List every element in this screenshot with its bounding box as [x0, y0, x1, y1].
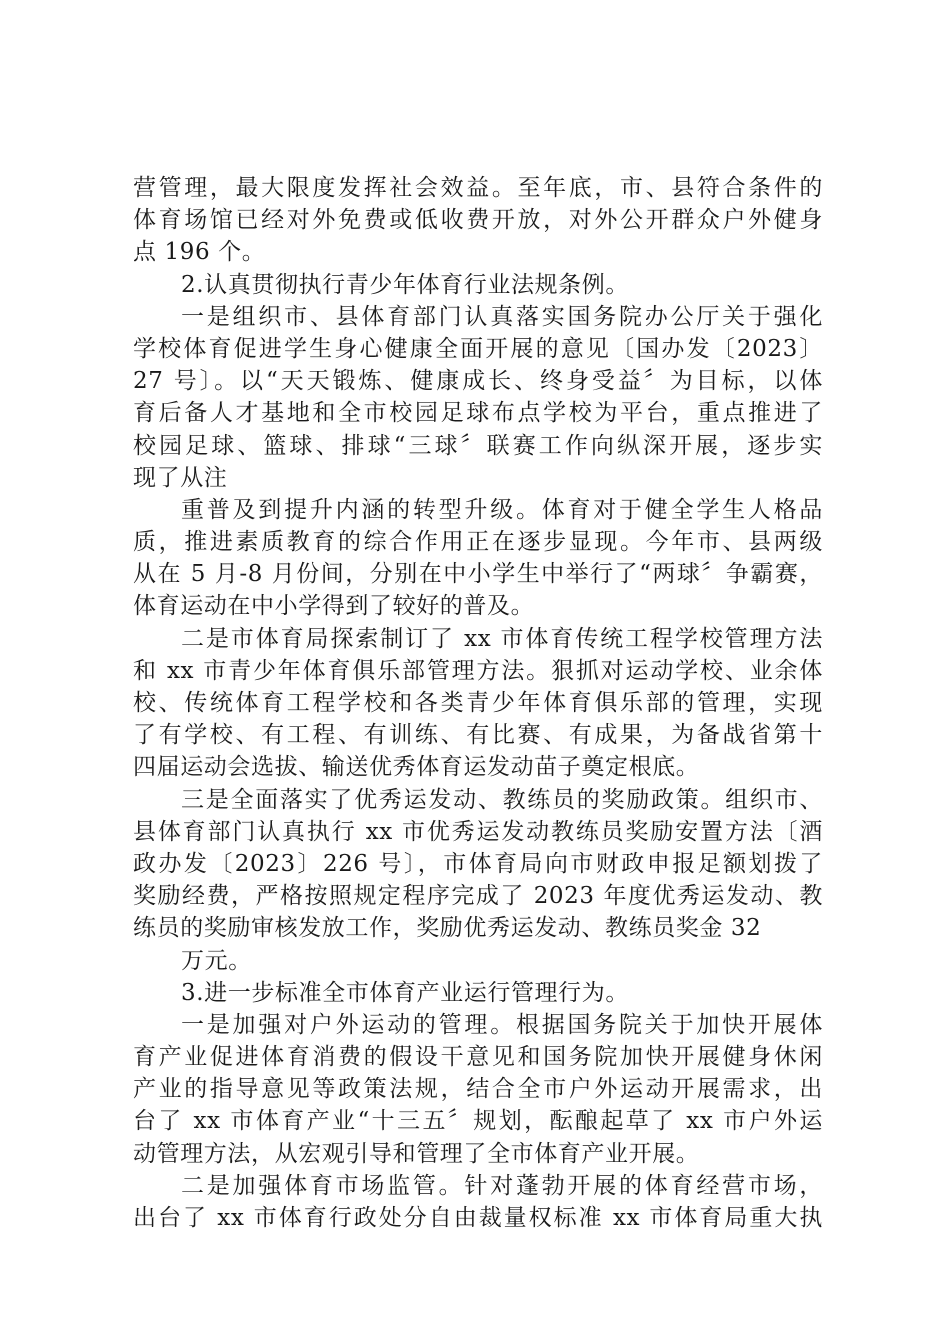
text-line: 二是市体育局探索制订了 xx 市体育传统工程学校管理方法 — [181, 625, 823, 652]
text-line: 育产业促进体育消费的假设干意见和国务院加快开展健身休闲 — [133, 1044, 823, 1071]
text-line: 三是全面落实了优秀运发动、教练员的奖励政策。组织市、 — [181, 786, 823, 813]
text-line: 现了从注 — [133, 464, 228, 491]
text-line: 27 号〕。以“天天锻炼、健康成长、终身受益〞为目标，以体 — [133, 368, 823, 395]
text-line: 台了 xx 市体育产业“十三五〞规划，酝酿起草了 xx 市户外运 — [133, 1108, 823, 1135]
text-line: 育后备人才基地和全市校园足球布点学校为平台，重点推进了 — [133, 400, 823, 427]
text-line: 校园足球、篮球、排球“三球〞联赛工作向纵深开展，逐步实 — [133, 432, 823, 459]
text-line: 从在 5 月-8 月份间，分别在中小学生中举行了“两球〞争霸赛， — [133, 561, 823, 588]
text-line: 学校体育促进学生身心健康全面开展的意见〔国办发〔2023〕 — [133, 335, 823, 362]
text-line: 县体育部门认真执行 xx 市优秀运发动教练员奖励安置方法〔酒 — [133, 818, 823, 845]
document-body — [133, 172, 823, 1234]
text-line: 二是加强体育市场监管。针对蓬勃开展的体育经营市场， — [181, 1172, 823, 1199]
text-line: 四届运动会选拔、输送优秀体育运发动苗子奠定根底。 — [133, 754, 700, 781]
text-line: 营管理，最大限度发挥社会效益。至年底，市、县符合条件的 — [133, 175, 823, 201]
text-line: 产业的指导意见等政策法规，结合全市户外运动开展需求，出 — [133, 1076, 823, 1103]
text-line: 动管理方法，从宏观引导和管理了全市体育产业开展。 — [133, 1140, 700, 1167]
text-line: 练员的奖励审核发放工作，奖励优秀运发动、教练员奖金 32 — [133, 915, 762, 942]
text-line: 了有学校、有工程、有训练、有比赛、有成果，为备战省第十 — [133, 722, 823, 749]
text-line: 体育场馆已经对外免费或低收费开放，对外公开群众户外健身 — [133, 207, 823, 234]
text-line: 一是组织市、县体育部门认真落实国务院办公厅关于强化 — [181, 303, 823, 330]
text-line: 万元。 — [181, 947, 252, 974]
text-line: 政办发〔2023〕226 号〕，市体育局向市财政申报足额划拨了 — [133, 850, 823, 877]
text-line: 质，推进素质教育的综合作用正在逐步显现。今年市、县两级 — [133, 529, 823, 556]
text-line: 校、传统体育工程学校和各类青少年体育俱乐部的管理，实现 — [133, 690, 823, 716]
text-line: 2.认真贯彻执行青少年体育行业法规条例。 — [181, 271, 629, 298]
text-line: 3.进一步标准全市体育产业运行管理行为。 — [181, 979, 629, 1006]
text-line: 出台了 xx 市体育行政处分自由裁量权标准 xx 市体育局重大执 — [133, 1205, 823, 1231]
text-line: 和 xx 市青少年体育俱乐部管理方法。狠抓对运动学校、业余体 — [133, 657, 823, 684]
text-line: 一是加强对户外运动的管理。根据国务院关于加快开展体 — [181, 1011, 823, 1038]
text-line: 重普及到提升内涵的转型升级。体育对于健全学生人格品 — [181, 496, 823, 523]
text-line: 点 196 个。 — [133, 239, 266, 266]
text-line: 奖励经费，严格按照规定程序完成了 2023 年度优秀运发动、教 — [133, 883, 823, 910]
text-line: 体育运动在中小学得到了较好的普及。 — [133, 593, 535, 620]
